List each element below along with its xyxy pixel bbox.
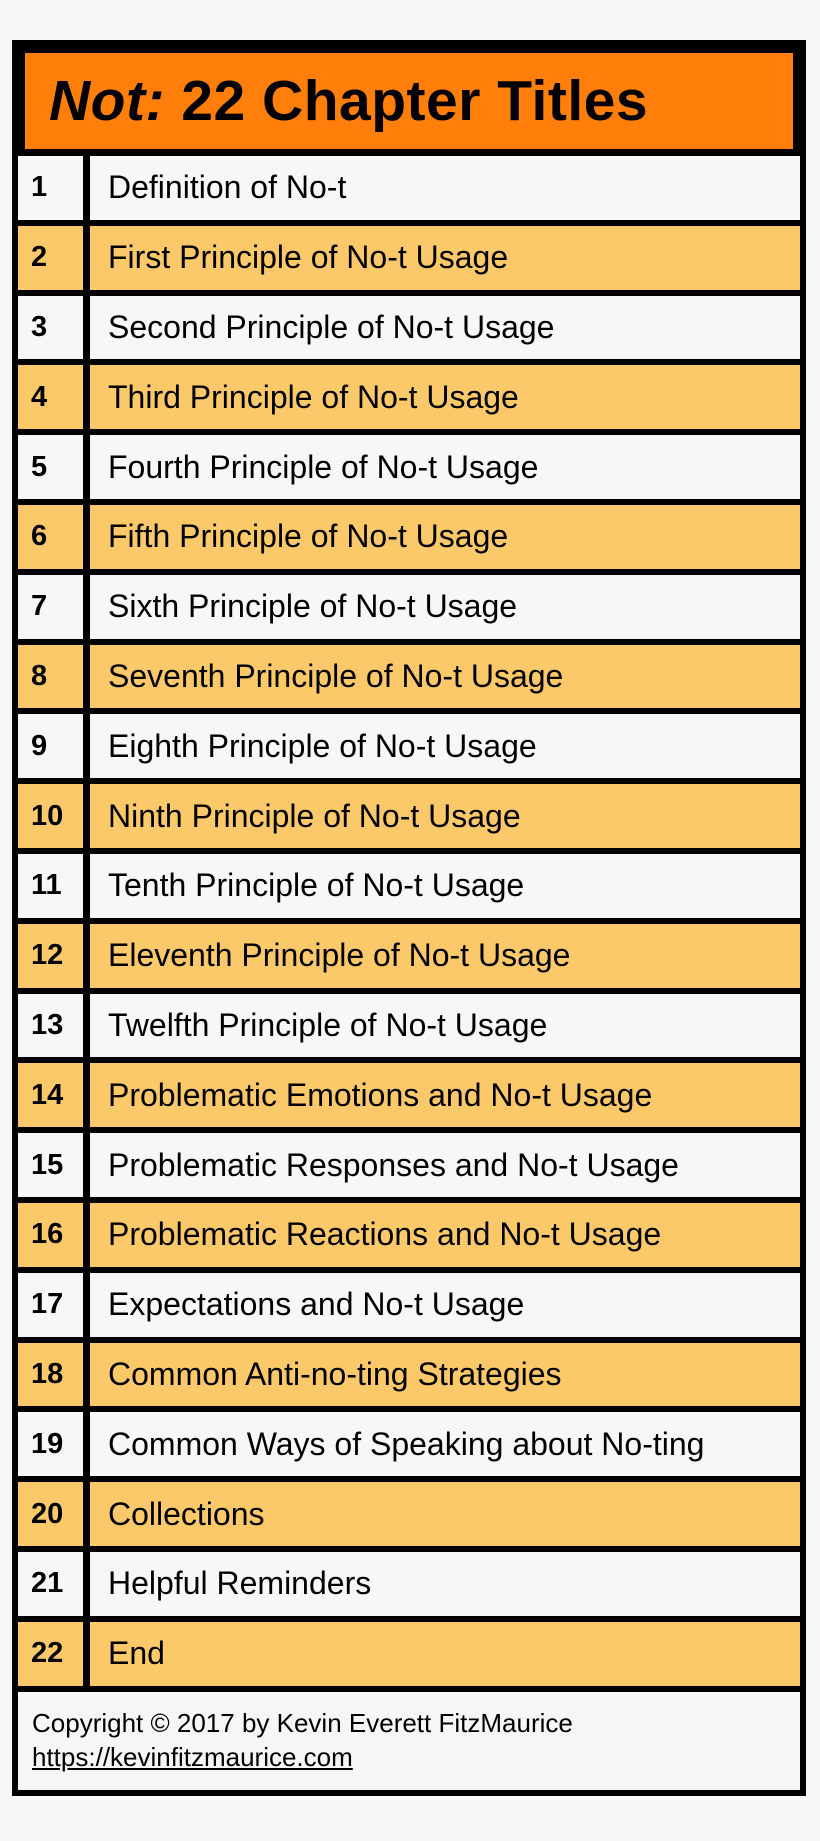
table-row — [18, 1343, 800, 1413]
table-row — [18, 1133, 800, 1203]
chapter-number: 9 — [18, 714, 90, 778]
table-row — [18, 1622, 800, 1692]
table-row — [18, 1412, 800, 1482]
chapter-number: 20 — [18, 1482, 90, 1546]
chapter-number: 18 — [18, 1343, 90, 1407]
footer — [18, 1692, 800, 1790]
chapter-title: Problematic Reactions and No-t Usage — [108, 1216, 662, 1253]
chapter-number: 14 — [18, 1063, 90, 1127]
chapter-title: Ninth Principle of No-t Usage — [108, 797, 521, 834]
chapter-title: Common Ways of Speaking about No-ting — [108, 1425, 705, 1462]
table-row — [18, 505, 800, 575]
website-link[interactable]: https://kevinfitzmaurice.com — [32, 1742, 353, 1772]
chapter-title: End — [108, 1635, 165, 1672]
table-row — [18, 226, 800, 296]
chapter-number: 6 — [18, 505, 90, 569]
table-row — [18, 1482, 800, 1552]
chapter-title: Collections — [108, 1495, 265, 1532]
table-row — [18, 365, 800, 435]
chapter-title: Fifth Principle of No-t Usage — [108, 518, 509, 555]
chapter-title: Seventh Principle of No-t Usage — [108, 657, 564, 694]
chapter-title: Eleventh Principle of No-t Usage — [108, 937, 571, 974]
page-title — [49, 68, 648, 134]
table-row — [18, 714, 800, 784]
table-row — [18, 784, 800, 854]
chapter-title: Fourth Principle of No-t Usage — [108, 448, 539, 485]
chapter-number: 19 — [18, 1412, 90, 1476]
chapter-title: Tenth Principle of No-t Usage — [108, 867, 525, 904]
chapter-number: 4 — [18, 365, 90, 429]
copyright-text: Copyright © 2017 by Kevin Everett FitzMaurice — [32, 1708, 573, 1738]
chapter-title: Eighth Principle of No-t Usage — [108, 727, 537, 764]
table-row — [18, 1273, 800, 1343]
chapter-number: 16 — [18, 1203, 90, 1267]
chapter-title: Second Principle of No-t Usage — [108, 308, 555, 345]
chapter-number: 7 — [18, 575, 90, 639]
table-row — [18, 575, 800, 645]
chapter-title: Problematic Emotions and No-t Usage — [108, 1076, 653, 1113]
chapter-number: 15 — [18, 1133, 90, 1197]
chapter-number: 8 — [18, 645, 90, 709]
table-row — [18, 296, 800, 366]
title-prefix: Not: — [49, 69, 165, 133]
chapter-title: Common Anti-no-ting Strategies — [108, 1355, 562, 1392]
header-banner — [18, 46, 800, 156]
chapter-number: 12 — [18, 924, 90, 988]
table-row — [18, 1552, 800, 1622]
table-row — [18, 924, 800, 994]
chapter-title: Third Principle of No-t Usage — [108, 378, 519, 415]
chapter-title: First Principle of No-t Usage — [108, 239, 509, 276]
chapter-title: Definition of No-t — [108, 169, 347, 206]
chapter-title: Problematic Responses and No-t Usage — [108, 1146, 679, 1183]
chapter-number: 10 — [18, 784, 90, 848]
chapter-title: Helpful Reminders — [108, 1565, 372, 1602]
table-row — [18, 156, 800, 226]
chapter-number: 1 — [18, 156, 90, 220]
chapter-number: 11 — [18, 854, 90, 918]
table-row — [18, 994, 800, 1064]
chapter-number: 21 — [18, 1552, 90, 1616]
chapter-number: 5 — [18, 435, 90, 499]
table-row — [18, 645, 800, 715]
table-row — [18, 435, 800, 505]
chapter-title: Twelfth Principle of No-t Usage — [108, 1006, 548, 1043]
table-row — [18, 1203, 800, 1273]
chapter-number: 17 — [18, 1273, 90, 1337]
chapter-title: Expectations and No-t Usage — [108, 1286, 525, 1323]
chapter-number: 3 — [18, 296, 90, 360]
chapter-title: Sixth Principle of No-t Usage — [108, 588, 518, 625]
chapter-number: 2 — [18, 226, 90, 290]
chapter-table — [18, 156, 800, 1692]
chapter-list-card — [12, 40, 806, 1796]
table-row — [18, 854, 800, 924]
chapter-number: 13 — [18, 994, 90, 1058]
chapter-number: 22 — [18, 1622, 90, 1686]
title-rest: 22 Chapter Titles — [164, 69, 649, 133]
table-row — [18, 1063, 800, 1133]
